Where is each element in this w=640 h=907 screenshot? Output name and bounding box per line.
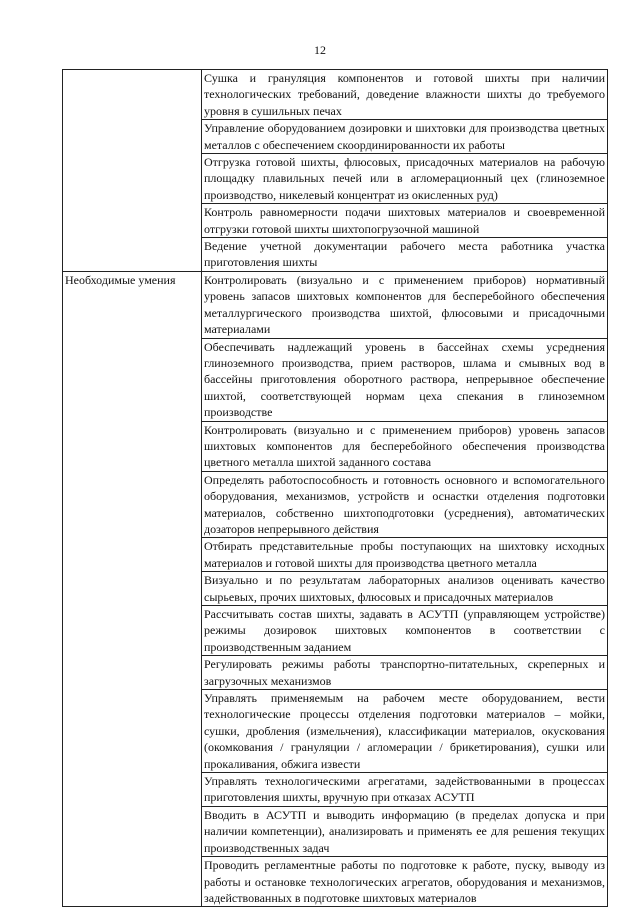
skill-item: Визуально и по результатам лабораторных анализов оценивать качество сырьевых, прочих шихтовых, флюсовых и присадочных материалов — [202, 572, 608, 606]
labor-action-item: Ведение учетной документации рабочего места работника участка приготовления шихты — [202, 238, 608, 272]
skill-item: Проводить регламентные работы по подготовке к работе, пуску, выводу из работы и остановке технологических агрегатов, оборудования и механизмов, задействованных в подготовке шихтовых материалов — [202, 857, 608, 907]
competency-table — [62, 69, 608, 907]
skill-item: Контролировать (визуально и с применением приборов) уровень запасов шихтовых компонентов для бесперебойного обеспечения производства цветного металла шихтой заданного состава — [202, 421, 608, 471]
skill-item: Управлять технологическими агрегатами, задействованными в процессах приготовления шихты, вручную при отказах АСУТП — [202, 773, 608, 807]
skill-item: Рассчитывать состав шихты, задавать в АСУТП (управляющем устройстве) режимы дозировок шихтовых компонентов в соответствии с производственным заданием — [202, 606, 608, 656]
table-row — [63, 271, 608, 338]
skill-item: Вводить в АСУТП и выводить информацию (в пределах допуска и при наличии компетенции), анализировать и применять ее для решения текущих производственных задач — [202, 806, 608, 856]
skill-item: Отбирать представительные пробы поступающих на шихтовку исходных материалов и готовой шихты для производства цветного металла — [202, 538, 608, 572]
skill-item: Обеспечивать надлежащий уровень в бассейнах схемы усреднения глиноземного производства, прием растворов, шлама и смывных вод в бассейны приготовления оборотного раствора, непрерывное обеспечение шихтой, соответствующей нормам цеха спекания в глиноземном производстве — [202, 338, 608, 421]
skill-item: Регулировать режимы работы транспортно-питательных, скреперных и загрузочных механизмов — [202, 656, 608, 690]
row-label-empty — [63, 70, 202, 272]
labor-action-item: Контроль равномерности подачи шихтовых материалов и своевременной отгрузки готовой шихты шихтопогрузочной машиной — [202, 204, 608, 238]
labor-action-item: Отгрузка готовой шихты, флюсовых, присадочных материалов на рабочую площадку плавильных печей или в агломерационный цех (глиноземное производство, никелевый концентрат из окисленных руд) — [202, 154, 608, 204]
page-number: 12 — [314, 43, 326, 57]
row-label-required-skills: Необходимые умения — [63, 271, 202, 906]
skill-item: Определять работоспособность и готовность основного и вспомогательного оборудования, механизмов, устройств и оснастки отделения подготовки материалов, собственно шихтоподготовки (усреднения), автоматических дозаторов непрерывного действия — [202, 471, 608, 538]
labor-action-item: Управление оборудованием дозировки и шихтовки для производства цветных металлов с обеспечением скоординированности их работы — [202, 120, 608, 154]
skill-item: Управлять применяемым на рабочем месте оборудованием, вести технологические процессы отделения подготовки материалов – мойки, сушки, дробления (измельчения), классификации материалов, окускования (окомкования / грануляции / агломерации / брикетирования), сушки или прокаливания, обжига извести — [202, 690, 608, 773]
skill-item: Контролировать (визуально и с применением приборов) нормативный уровень запасов шихтовых компонентов для бесперебойного обеспечения металлургического производства шихтой, флюсовыми и присадочными материалами — [202, 271, 608, 338]
table-row — [63, 70, 608, 120]
labor-action-item: Сушка и грануляция компонентов и готовой шихты при наличии технологических требований, доведение влажности шихты до требуемого уровня в сушильных печах — [202, 70, 608, 120]
